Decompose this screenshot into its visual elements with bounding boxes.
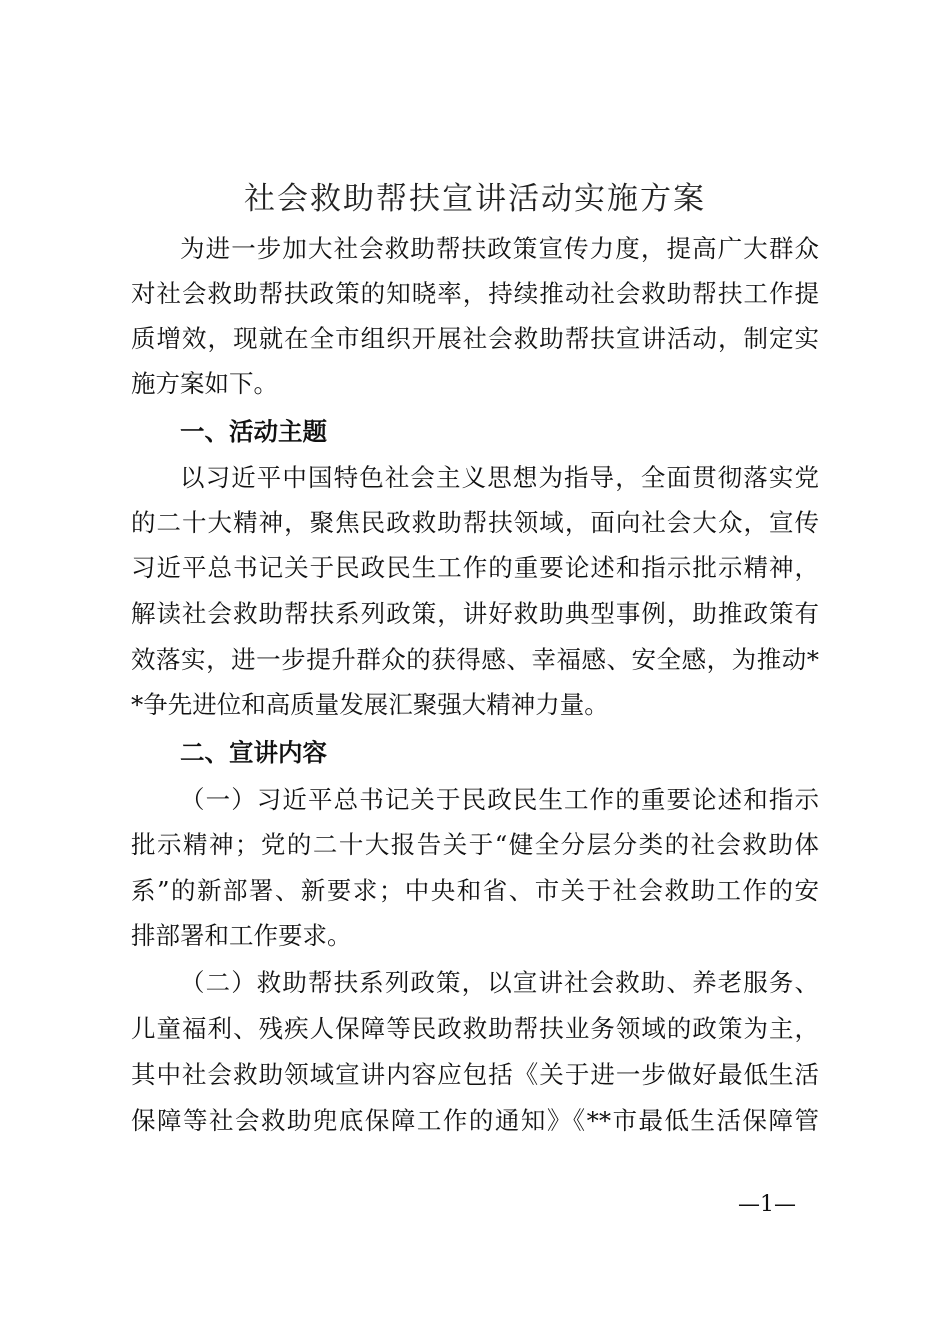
content-item2-line-2: 儿童福利、残疾人保障等民政救助帮扶业务领域的政策为主， bbox=[131, 1014, 819, 1043]
section-heading-content: 二、宣讲内容 bbox=[180, 738, 327, 767]
document-title: 社会救助帮扶宣讲活动实施方案 bbox=[244, 181, 706, 217]
section-heading-theme: 一、活动主题 bbox=[180, 417, 327, 446]
theme-line-4: 解读社会救助帮扶系列政策，讲好救助典型事例，助推政策有 bbox=[131, 599, 819, 628]
content-item1-line-3: 系”的新部署、新要求；中央和省、市关于社会救助工作的安 bbox=[131, 876, 819, 905]
theme-line-6: *争先进位和高质量发展汇聚强大精神力量。 bbox=[131, 690, 609, 719]
page-number: —1— bbox=[738, 1192, 796, 1217]
content-item1-line-1: （一）习近平总书记关于民政民生工作的重要论述和指示 bbox=[180, 785, 819, 814]
intro-line-3: 质增效，现就在全市组织开展社会救助帮扶宣讲活动，制定实 bbox=[131, 324, 819, 353]
intro-line-2: 对社会救助帮扶政策的知晓率，持续推动社会救助帮扶工作提 bbox=[131, 279, 819, 308]
content-item1-line-4: 排部署和工作要求。 bbox=[131, 921, 352, 950]
theme-line-3: 习近平总书记关于民政民生工作的重要论述和指示批示精神， bbox=[131, 553, 819, 582]
content-item2-line-3: 其中社会救助领域宣讲内容应包括《关于进一步做好最低生活 bbox=[131, 1060, 819, 1089]
content-item1-line-2: 批示精神；党的二十大报告关于“健全分层分类的社会救助体 bbox=[131, 830, 819, 859]
theme-line-1: 以习近平中国特色社会主义思想为指导，全面贯彻落实党 bbox=[180, 463, 819, 492]
intro-line-4: 施方案如下。 bbox=[131, 369, 278, 398]
intro-line-1: 为进一步加大社会救助帮扶政策宣传力度，提高广大群众 bbox=[180, 234, 819, 263]
theme-line-5: 效落实，进一步提升群众的获得感、幸福感、安全感，为推动* bbox=[131, 645, 819, 674]
theme-line-2: 的二十大精神，聚焦民政救助帮扶领域，面向社会大众，宣传 bbox=[131, 508, 819, 537]
content-item2-line-1: （二）救助帮扶系列政策，以宣讲社会救助、养老服务、 bbox=[180, 968, 819, 997]
content-item2-line-4: 保障等社会救助兜底保障工作的通知》《**市最低生活保障管 bbox=[131, 1106, 819, 1135]
